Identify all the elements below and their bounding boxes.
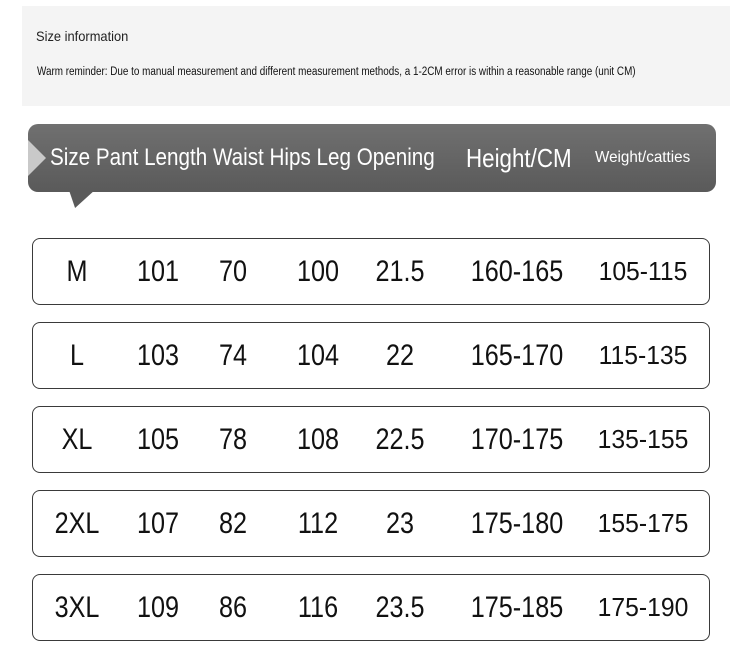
header-tail-decoration [63,190,95,208]
cell-leg-opening: 21.5 [375,254,425,288]
cell-size: 3XL [54,590,100,624]
cell-weight: 115-135 [598,340,688,370]
header-columns-label: Size Pant Length Waist Hips Leg Opening [50,144,435,171]
cell-waist: 82 [218,506,248,540]
cell-size: XL [61,422,93,456]
cell-weight: 175-190 [597,592,689,622]
cell-pant-length: 109 [136,590,180,624]
cell-leg-opening: 23 [385,506,415,540]
header-weight-label: Weight/catties [595,149,691,166]
cell-height: 170-175 [470,422,564,456]
cell-waist: 86 [218,590,248,624]
cell-size: 2XL [54,506,100,540]
cell-hips: 112 [297,506,339,540]
cell-size: M [66,254,88,288]
cell-weight: 135-155 [597,424,689,454]
cell-weight: 105-115 [598,256,688,286]
header-height-label: Height/CM [466,142,572,173]
size-info-title: Size information [36,28,129,44]
size-info-panel [22,6,730,106]
size-row-3xl [32,574,710,641]
cell-waist: 74 [218,338,248,372]
cell-height: 160-165 [470,254,564,288]
cell-height: 175-185 [470,590,564,624]
cell-hips: 116 [297,590,339,624]
cell-hips: 104 [296,338,340,372]
cell-leg-opening: 23.5 [375,590,425,624]
cell-waist: 78 [218,422,248,456]
size-row-m [32,238,710,305]
cell-pant-length: 107 [136,506,180,540]
cell-hips: 108 [296,422,340,456]
cell-height: 165-170 [470,338,564,372]
size-table-header [28,124,718,214]
cell-leg-opening: 22.5 [375,422,425,456]
size-row-2xl [32,490,710,557]
cell-waist: 70 [218,254,248,288]
cell-leg-opening: 22 [385,338,415,372]
warm-reminder-text: Warm reminder: Due to manual measurement and different measurement methods, a 1-2CM error is within a reasonable range (unit CM) [37,66,636,78]
cell-pant-length: 101 [136,254,180,288]
cell-pant-length: 105 [136,422,180,456]
cell-weight: 155-175 [597,508,689,538]
size-row-xl [32,406,710,473]
cell-pant-length: 103 [136,338,180,372]
cell-size: L [69,338,85,372]
header-notch-decoration [28,140,46,176]
cell-hips: 100 [296,254,340,288]
size-row-l [32,322,710,389]
cell-height: 175-180 [470,506,564,540]
